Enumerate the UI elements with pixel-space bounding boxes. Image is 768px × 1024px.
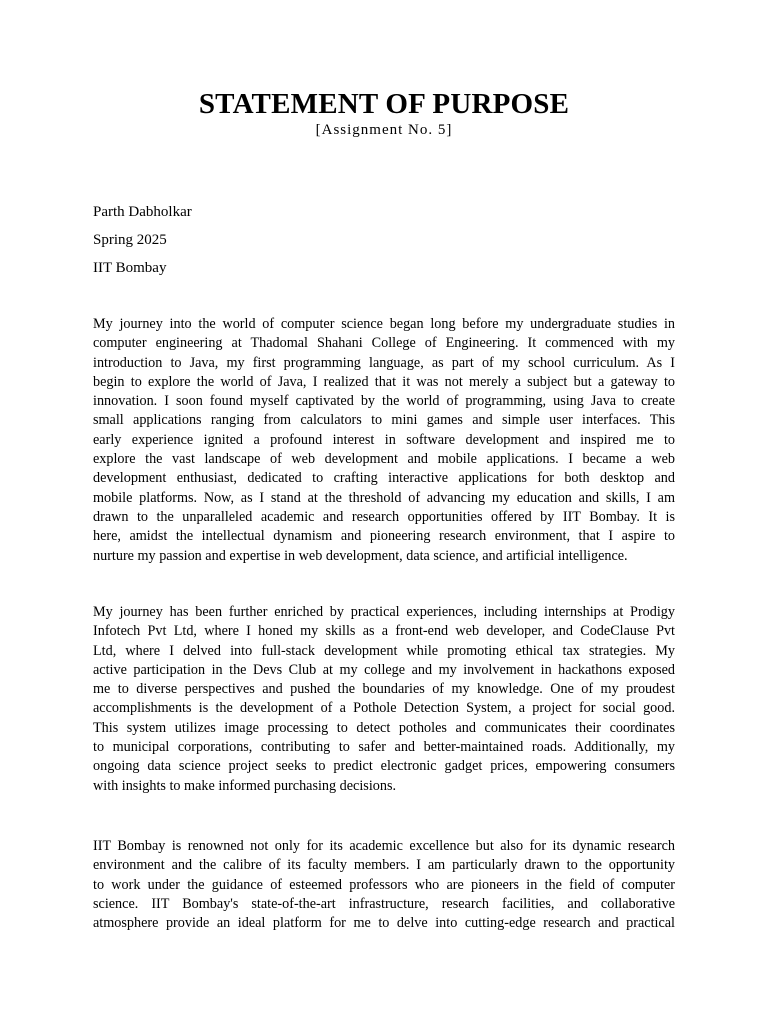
paragraph-line: mobile platforms. Now, as I stand at the threshold of advancing my education and skills, I am <box>93 489 675 506</box>
paragraph-line: This system utilizes image processing to detect potholes and communicates their coordinates <box>93 719 675 736</box>
paragraph-line: early experience ignited a profound interest in software development and inspired me to <box>93 431 675 448</box>
paragraph-line: begin to explore the world of Java, I realized that it was not merely a subject but a gateway to <box>93 373 675 390</box>
paragraph-line: development enthusiast, dedicated to crafting interactive applications for both desktop and <box>93 470 675 487</box>
paragraph-line: active participation in the Devs Club at my college and my involvement in hackathons exposed <box>93 661 675 678</box>
paragraph-line: environment and the calibre of its faculty members. I am particularly drawn to the opportunity <box>93 857 675 874</box>
paragraph-line: with insights to make informed purchasing decisions. <box>93 777 397 794</box>
institution: IIT Bombay <box>93 260 167 276</box>
paragraph-3 <box>93 837 675 933</box>
paragraph-line: here, amidst the intellectual dynamism and pioneering research environment, that I aspire to <box>93 528 675 545</box>
paragraph-line: to municipal corporations, contributing to safer and better-maintained roads. Additionally, my <box>93 739 675 756</box>
paragraph-line: computer engineering at Thadomal Shahani College of Engineering. It commenced with my <box>93 335 675 352</box>
paragraph-line: My journey into the world of computer science began long before my undergraduate studies in <box>93 316 675 332</box>
term: Spring 2025 <box>93 232 167 248</box>
paragraph-line: explore the vast landscape of web development and mobile applications. I became a web <box>93 451 675 468</box>
author-name: Parth Dabholkar <box>93 204 192 220</box>
paragraph-line: Infotech Pvt Ltd, where I honed my skills as a front-end web developer, and CodeClause Pvt <box>93 623 675 640</box>
paragraph-line: drawn to the unparalleled academic and research opportunities offered by IIT Bombay. It is <box>93 508 675 525</box>
paragraph-line: atmosphere provide an ideal platform for me to delve into cutting-edge research and practical <box>93 915 675 932</box>
paragraph-line: innovation. I soon found myself captivated by the world of programming, using Java to create <box>93 393 675 410</box>
paragraph-line: me to diverse perspectives and pushed the boundaries of my knowledge. One of my proudest <box>93 681 675 698</box>
paragraph-2 <box>93 603 675 796</box>
document-title: STATEMENT OF PURPOSE <box>198 88 570 120</box>
paragraph-line: accomplishments is the development of a Pothole Detection System, a project for social good. <box>93 700 675 717</box>
paragraph-line: to work under the guidance of esteemed professors who are pioneers in the field of computer <box>93 876 675 893</box>
paragraph-line: nurture my passion and expertise in web development, data science, and artificial intelligence. <box>93 547 628 564</box>
paragraph-1 <box>93 315 675 566</box>
paragraph-line: small applications ranging from calculators to mini games and simple user interfaces. This <box>93 412 675 429</box>
document-subtitle: [Assignment No. 5] <box>315 122 453 138</box>
paragraph-line: ongoing data science project seeks to predict electronic gadget prices, empowering consumers <box>93 758 675 775</box>
paragraph-line: introduction to Java, my first programming language, as part of my school curriculum. As I <box>93 354 675 371</box>
paragraph-line: My journey has been further enriched by practical experiences, including internships at Prodigy <box>93 604 675 620</box>
paragraph-line: Ltd, where I delved into full-stack development while promoting ethical tax strategies. My <box>93 642 675 659</box>
paragraph-line: science. IIT Bombay's state-of-the-art infrastructure, research facilities, and collaborative <box>93 895 675 912</box>
paragraph-line: IIT Bombay is renowned not only for its academic excellence but also for its dynamic research <box>93 838 675 854</box>
